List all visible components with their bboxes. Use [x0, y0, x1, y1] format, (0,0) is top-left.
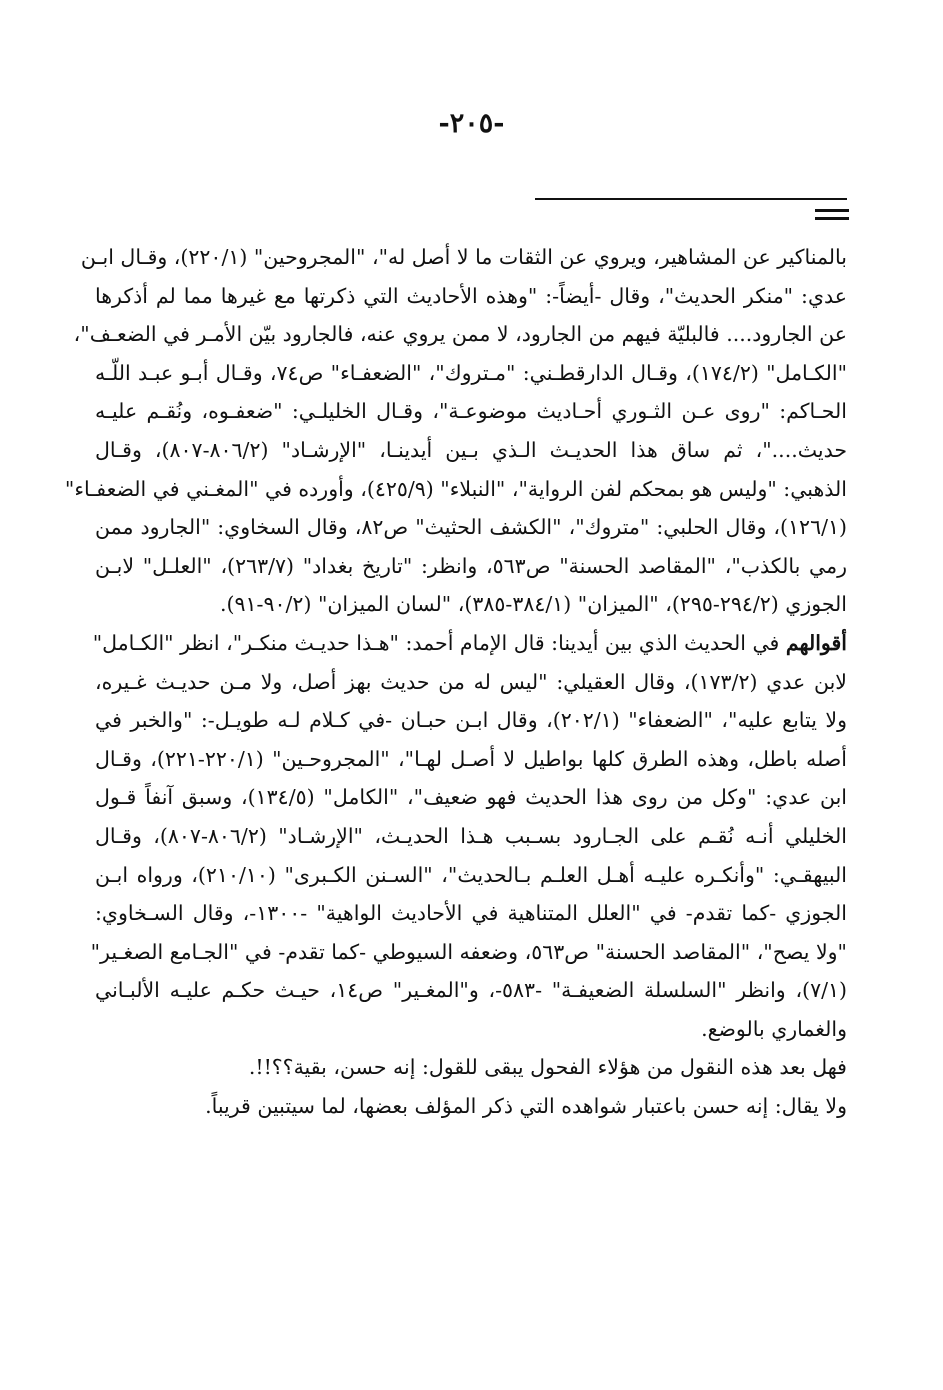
line-text: الحـاكم: "روى عـن الثـوري أحـاديث موضوعـة"، وقـال الخليلـي: "ضعفـوه، ونُقـم عليـه	[95, 399, 847, 424]
text-line	[95, 547, 847, 586]
text-line	[95, 431, 847, 470]
line-text: حديث...."، ثم ساق هذا الحديـث الـذي بـين أيدينـا، "الإرشـاد" (٨٠٦/٢-٨٠٧)، وقـال	[95, 437, 848, 462]
line-text: عن الجارود.... فالبليّة فيهم من الجارود، لا ممن يروي عنه، فالجارود بيّن الأمـر في الضعـف"،	[73, 322, 847, 347]
text-line	[73, 315, 847, 354]
text-line	[95, 817, 847, 856]
line-text: لابن عدي (١٧٣/٢)، وقال العقيلي: "ليس له من حديث بهز أصل، ولا مـن حديـث غـيره،	[95, 669, 847, 694]
line-text: ولا يتابع عليه"، "الضعفاء" (٢٠٢/١)، وقال ابـن حبـان -في كـلام لـه طويـل-: "والخبر في	[95, 708, 848, 733]
text-line	[95, 701, 847, 740]
line-text: البيهقـي: "وأنكـره عليـه أهـل العلـم بـالحديث"، "السـنن الكـبرى" (٢١٠/١٠)، ورواه ابـن	[95, 862, 848, 887]
continuation-marker	[815, 207, 849, 221]
line-text: (٧/١)، وانظر "السلسلة الضعيفـة" -٥٨٣-، و"المغـير" ص١٤، حيـث حكـم عليـه الألبـاني	[95, 978, 847, 1003]
text-line	[95, 1087, 847, 1126]
text-line	[95, 1010, 847, 1049]
text-line	[80, 238, 847, 277]
text-line	[95, 663, 847, 702]
line-text: رمي بالكذب"، "المقاصد الحسنة" ص٥٦٣، وانظر: "تاريخ بغداد" (٢٦٣/٧)، "العلـل" لابـن	[95, 553, 848, 578]
section-lead: أقوالهم	[785, 630, 847, 655]
text-line	[95, 392, 847, 431]
text-line	[95, 740, 847, 779]
line-text: ولا يقال: إنه حسن باعتبار شواهده التي ذكر المؤلف بعضها، لما سيتبين قريباً.	[205, 1094, 847, 1119]
text-line	[95, 354, 847, 393]
footnote-body	[64, 238, 848, 1126]
page-number: -٢٠٥-	[438, 108, 505, 139]
line-text: أصله باطل، وهذه الطرق كلها بواطيل لا أصـل لهـا"، "المجروحـين" (٢٢٠/١-٢٢١)، وقـال	[95, 746, 847, 771]
text-line	[90, 933, 847, 972]
text-line	[95, 585, 847, 624]
text-line	[95, 1048, 847, 1087]
line-text: الجوزي (٢٩٤/٢-٢٩٥)، "الميزان" (٣٨٤/١-٣٨٥)، "لسان الميزان" (٩٠/٢-٩١).	[220, 592, 847, 617]
line-text: الجوزي -كما تقدم- في "العلل المتناهية في الأحاديث الواهية" -١٣٠٠-، وقال السـخاوي:	[95, 901, 847, 926]
line-text: الخليلي أنـه نُقـم على الجـارود بسـبب هـذا الحديـث، "الإرشـاد" (٨٠٦/٢-٨٠٧)، وقـال	[95, 823, 847, 848]
text-line	[95, 508, 847, 547]
line-text: والغماري بالوضع.	[701, 1016, 847, 1041]
line-text: بالمناكير عن المشاهير، ويروي عن الثقات ما لا أصل له"، "المجروحين" (٢٢٠/١)، وقـال ابـن	[80, 245, 847, 269]
line-text: (١٢٦/١)، وقال الحلبي: "متروك"، "الكشف الحثيث" ص٨٢، وقال السخاوي: "الجارود ممن	[95, 515, 847, 540]
text-line	[95, 778, 847, 817]
text-line	[92, 624, 847, 663]
line-text: "ولا يصح"، "المقاصد الحسنة" ص٥٦٣، وضعفه السيوطي -كما تقدم- في "الجـامع الصغـير"	[90, 939, 847, 964]
line-text: "الكـامل" (١٧٤/٢)، وقـال الدارقطـني: "مـتروك"، "الضعفـاء" ص٧٤، وقـال أبـو عبـد اللّـه	[95, 360, 847, 385]
footnote-separator	[535, 198, 847, 200]
line-text: الذهبي: "وليس هو بمحكم لفن الرواية"، "النبلاء" (٤٢٥/٩)، وأورده في "المغـني في الضعفـاء"	[64, 476, 847, 501]
text-line	[95, 894, 847, 933]
line-text: عدي: "منكر الحديث"، وقال -أيضاً-: "وهذه الأحاديث التي ذكرتها مع غيرها مما لم أذكرها	[95, 283, 847, 308]
text-line	[95, 971, 847, 1010]
text-line	[95, 856, 847, 895]
line-text: ابن عدي: "وكل من روى هذا الحديث فهو ضعيف"، "الكامل" (١٣٤/٥)، وسبق آنفاً قـول	[95, 785, 847, 810]
text-line	[95, 277, 847, 316]
line-text: في الحديث الذي بين أيدينا: قال الإمام أحمد: "هـذا حديـث منكـر"، انظر "الكـامل"	[92, 630, 786, 655]
line-text: فهل بعد هذه النقول من هؤلاء الفحول يبقى للقول: إنه حسن، بقية؟؟!!.	[248, 1055, 847, 1080]
text-line	[64, 470, 847, 509]
